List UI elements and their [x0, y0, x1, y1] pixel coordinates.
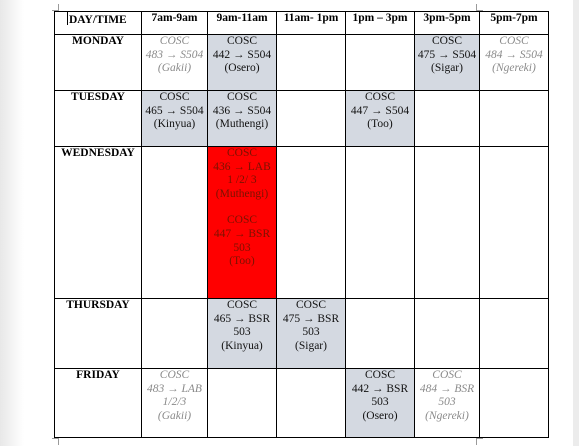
course-room: 447 → S504 [350, 104, 410, 117]
slot-thursday-3pm[interactable] [415, 299, 480, 369]
header-slot-7am[interactable]: 7am-9am [142, 12, 208, 35]
row-wednesday [55, 147, 549, 299]
course-lecturer: (Ngereki) [425, 409, 469, 422]
page-shadow-left [0, 0, 24, 446]
slot-friday-5pm[interactable] [480, 369, 549, 438]
slot-tuesday-3pm[interactable] [415, 91, 480, 147]
slot-monday-9am[interactable] [208, 35, 277, 91]
slot-wednesday-1pm[interactable] [346, 147, 415, 299]
slot-thursday-5pm[interactable] [480, 299, 549, 369]
course-room-number: 503 [233, 326, 251, 339]
header-slot-11am[interactable]: 11am- 1pm [277, 12, 346, 35]
course-room: 436 → S504 [212, 104, 272, 117]
course-code: COSC [364, 91, 396, 103]
course-lecturer: (Kinyua) [221, 339, 263, 352]
row-monday [55, 35, 549, 91]
course-lab-number: 1 /2/ 3 [227, 174, 257, 187]
course-lecturer: (Osero) [362, 409, 398, 422]
course-room: 465 → BSR [213, 312, 271, 325]
slot-friday-11am[interactable] [277, 369, 346, 438]
course-room-number: 503 [302, 326, 320, 339]
course-code: COSC [295, 299, 327, 311]
page-corner-mark [476, 4, 483, 11]
day-wednesday[interactable]: WEDNESDAY [55, 147, 142, 299]
row-friday [55, 369, 549, 438]
course-lecturer: (Ngereki) [492, 62, 536, 75]
slot-monday-11am[interactable] [277, 35, 346, 91]
slot-tuesday-11am[interactable] [277, 91, 346, 147]
slot-wednesday-5pm[interactable] [480, 147, 549, 299]
course-lecturer: (Osero) [224, 62, 260, 75]
course-lecturer: (Sigar) [431, 62, 463, 75]
course-lecturer: (Sigar) [295, 339, 327, 352]
course-room: 436 → LAB [213, 160, 271, 173]
header-daytime[interactable]: DAY/TIME [55, 12, 142, 35]
course-room-number: 503 [438, 396, 456, 409]
slot-thursday-1pm[interactable] [346, 299, 415, 369]
day-tuesday[interactable]: TUESDAY [55, 91, 142, 147]
page-shadow-right [573, 0, 579, 446]
course-room: 484 → BSR [419, 382, 475, 395]
course-lecturer: (Gakii) [157, 409, 192, 422]
course-room: 484 → S504 [485, 48, 543, 61]
course-code: COSC [499, 35, 529, 47]
page-corner-mark [52, 4, 59, 11]
slot-tuesday-5pm[interactable] [480, 91, 549, 147]
row-thursday [55, 299, 549, 369]
course-code: COSC [226, 35, 258, 47]
course-code: COSC [226, 91, 258, 103]
slot-friday-1pm[interactable] [346, 369, 415, 438]
header-slot-3pm[interactable]: 3pm-5pm [415, 12, 480, 35]
course-code: COSC [159, 35, 190, 47]
slot-wednesday-11am[interactable] [277, 147, 346, 299]
slot-tuesday-9am[interactable] [208, 91, 277, 147]
course-room-number: 503 [233, 241, 251, 254]
timetable[interactable] [54, 11, 549, 438]
page-corner-mark [476, 438, 483, 445]
course-code: COSC [226, 147, 258, 159]
course-lecturer: (Too) [367, 118, 393, 131]
slot-tuesday-7am[interactable] [142, 91, 208, 147]
page-corner-mark [52, 438, 59, 445]
slot-monday-1pm[interactable] [346, 35, 415, 91]
course-room: 475 → BSR [282, 312, 340, 325]
course-code: COSC [432, 369, 462, 381]
course-code: COSC [226, 214, 258, 227]
slot-wednesday-7am[interactable] [142, 147, 208, 299]
course-lecturer: (Muthengi) [215, 187, 269, 200]
course-lecturer: (Kinyua) [153, 118, 196, 131]
course-code: COSC [226, 299, 258, 311]
slot-wednesday-3pm[interactable] [415, 147, 480, 299]
slot-wednesday-9am[interactable] [208, 147, 277, 299]
slot-monday-7am[interactable] [142, 35, 208, 91]
course-lecturer: (Gakii) [157, 62, 192, 75]
slot-thursday-7am[interactable] [142, 299, 208, 369]
row-tuesday [55, 91, 549, 147]
course-room: 475 → S504 [417, 48, 477, 61]
header-slot-5pm[interactable]: 5pm-7pm [480, 12, 549, 35]
course-lecturer: (Muthengi) [215, 118, 269, 131]
spacer [208, 201, 276, 214]
slot-thursday-11am[interactable] [277, 299, 346, 369]
day-thursday[interactable]: THURSDAY [55, 299, 142, 369]
course-code: COSC [364, 369, 396, 381]
header-slot-1pm[interactable]: 1pm – 3pm [346, 12, 415, 35]
slot-monday-5pm[interactable] [480, 35, 549, 91]
course-room: 483 → S504 [145, 48, 204, 61]
course-code: COSC [159, 91, 190, 103]
slot-friday-3pm[interactable] [415, 369, 480, 438]
course-room: 442 → BSR [351, 382, 409, 395]
header-row [55, 12, 549, 35]
slot-tuesday-1pm[interactable] [346, 91, 415, 147]
course-room: 465 → S504 [145, 104, 204, 117]
course-lab-number: 1/2/3 [162, 396, 187, 409]
course-lecturer: (Too) [229, 255, 255, 268]
course-room: 447 → BSR [213, 227, 271, 240]
slot-friday-9am[interactable] [208, 369, 277, 438]
course-room: 483 → LAB [147, 382, 202, 395]
day-monday[interactable]: MONDAY [55, 35, 142, 91]
course-room: 442 → S504 [212, 48, 272, 61]
text-cursor [67, 12, 68, 25]
course-room-number: 503 [371, 396, 389, 409]
course-code: COSC [159, 369, 190, 381]
slot-thursday-9am[interactable] [208, 299, 277, 369]
day-friday[interactable]: FRIDAY [55, 369, 142, 438]
header-slot-9am[interactable]: 9am-11am [208, 12, 277, 35]
slot-monday-3pm[interactable] [415, 35, 480, 91]
course-code: COSC [431, 35, 463, 47]
slot-friday-7am[interactable] [142, 369, 208, 438]
